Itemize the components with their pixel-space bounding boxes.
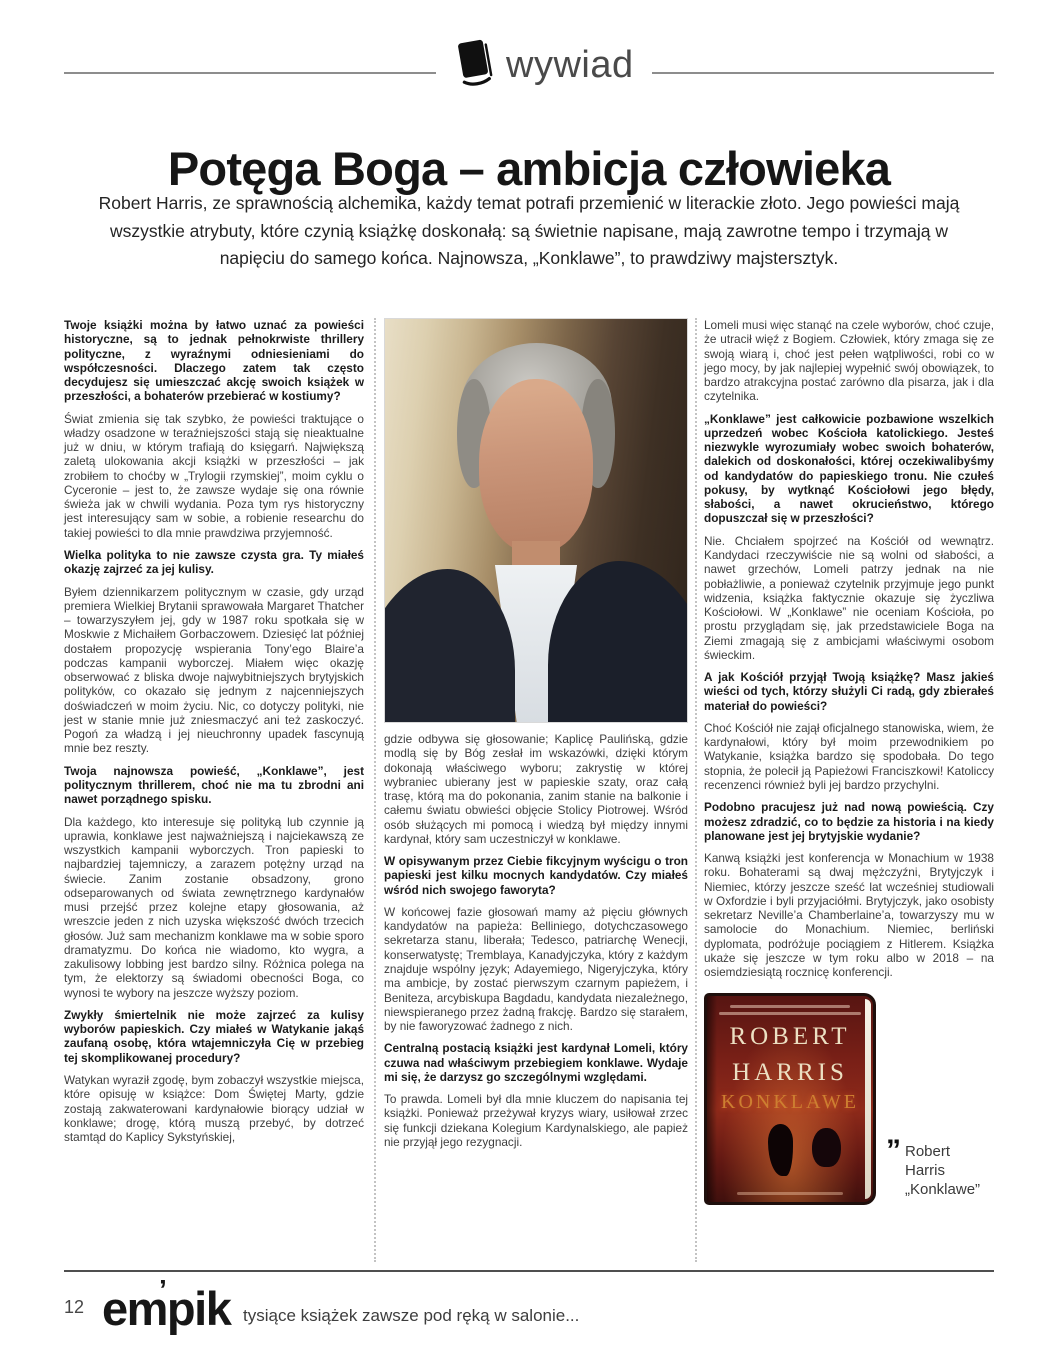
page-number: 12	[64, 1297, 85, 1317]
caption-author: Robert Harris	[905, 1143, 951, 1179]
section-label: wywiad	[506, 44, 634, 86]
question-paragraph: W opisywanym przez Ciebie fikcyjnym wyścigu o tron papieski jest kilku mocnych kandydatów. Czy miałeś wśród nich swojego faworyta?	[384, 854, 688, 897]
cover-title: KONKLAWE	[721, 1091, 859, 1114]
header-rule-right	[652, 72, 994, 74]
cover-author-line1: ROBERT	[729, 1023, 851, 1051]
answer-paragraph: Lomeli musi więc stanąć na czele wyborów, choć czuje, że utracił więź z Bogiem. Człowiek, który zmaga się ze swoją wiarą i, choć jest pełen wątpliwości, robi co w jego mocy, by jak najlepiej wypełnić swój obowiązek, to bardzo atrakcyjna postać zarówno dla pisarza, jak i dla czytelnika.	[704, 318, 994, 404]
photo-jacket-shape	[384, 569, 515, 723]
answer-paragraph: To prawda. Lomeli był dla mnie kluczem do napisania tej książki. Ponieważ przeżywał kryzys wiary, usiłował zrzec się funkcji dziekana Kolegium Kardynalskiego, ale papież nie przyjął jego rezygnacji.	[384, 1092, 688, 1149]
book-promo	[704, 993, 994, 1205]
answer-paragraph: Świat zmienia się tak szybko, że powieści traktujące o władzy osadzone w teraźniejszości stają się nieaktualne już w dniu, w którym trafiają do księgarń. Największą zaletą ulokowania akcji książki w przeszłości – jak zrobiłem to choćby w „Trylogii rzymskiej”, moim cyklu o Cyceronie – jest to, że zawsze wydaje się ona równie świeża jak w chwili wydania. Poza tym rys historyczny jest interesujący sam w sobie, a robienie researchu do takiej powieści to dla mnie prawdziwa przyjemność.	[64, 411, 364, 540]
article-column-2	[384, 318, 688, 1157]
article-column-1	[64, 318, 364, 1152]
article-column-3-text	[704, 318, 994, 979]
answer-paragraph: Choć Kościół nie zajął oficjalnego stanowiska, wiem, że kardynałowi, który był moim przewodnikiem po Watykanie, książka bardzo się spodobała. Do tego stopnia, że polecił ją Papieżowi Franciszkowi! Katoliccy recenzenci również byli jej bardzo przychylni.	[704, 720, 994, 792]
photo-face-shape	[479, 379, 594, 552]
question-paragraph: Twoje książki można by łatwo uznać za powieści historyczne, są to jednak pełnokrwiste thrillery polityczne, z wyraźnymi odniesieniami do współczesności. Dlaczego zatem tak często decydujesz się umieszczać akcję swoich książek w przeszłości, a bohaterów przebierać w kostiumy?	[64, 318, 364, 404]
header-rule-left	[64, 72, 436, 74]
cover-quote-line	[737, 1192, 843, 1195]
cover-blurb-line	[719, 1012, 862, 1015]
cover-cardinal-silhouette	[768, 1124, 793, 1176]
answer-paragraph: W końcowej fazie głosowań mamy aż pięciu głównych kandydatów na papieża: Belliniego, dotychczasowego sekretarza stanu, liberała; Tedesco, patriarchę Wenecji, konserwatystę; Tremblaya, Kanadyjczyka, który z każdym znajduje wspólny język; Adayemiego, Nigeryjczyka, który ma ambicje, by zostać pierwszym czarnym papieżem, i Beniteza, arcybiskupa Bagdadu, kandydata niezależnego, niewspieranego przez żadną frakcję. Bardzo się starałem, by nie faworyzować żadnego z nich.	[384, 904, 688, 1034]
author-photo	[384, 318, 688, 723]
book-icon	[449, 34, 501, 92]
answer-paragraph: Nie. Chciałem spojrzeć na Kościół od wewnątrz. Kandydaci rzeczywiście nie są wolni od słabości, a nawet grzechów, Lomeli patrzy jednak na nie pobłażliwie, a ponieważ czytelnik przyjmuje jego punkt widzenia, książka faktycznie okazuje się życzliwa Kościołowi. W „Konklawe” nie oceniam Kościoła, po prostu przyglądam się, jak przedstawiciele Boga na Ziemi zmagają się z ambicjami właściwymi osobom świeckim.	[704, 533, 994, 662]
question-paragraph: Twoja najnowsza powieść, „Konklawe”, jest politycznym thrillerem, choć nie ma tu zbrodni ani nawet porządnego spisku.	[64, 763, 364, 807]
footer-rule	[64, 1270, 994, 1272]
cover-blurb-line	[730, 1005, 850, 1008]
answer-paragraph: gdzie odbywa się głosowanie; Kaplicę Paulińską, gdzie modlą się by Bóg zesłał im wskazówki, dzięki którym dokonają właściwego wyboru; zakrystię w której wybraniec ubierany jest w papieskie szaty, oraz całą trasę, którą ma do pokonania, zanim stanie na balkonie i całemu światu obwieści objęcie Stolicy Piotrowej. Wśród osób służących mi pomocą i wiedzą był między innymi kardynał, który sam uczestniczył w konklawe.	[384, 732, 688, 846]
caption-title: „Konklawe”	[905, 1180, 981, 1198]
page-title: Potęga Boga – ambicja człowieka	[167, 142, 891, 196]
article-column-2-text	[384, 732, 688, 1149]
question-paragraph: Zwykły śmiertelnik nie może zajrzeć za kulisy wyborów papieskich. Czy miałeś w Watykanie jakąś zaufaną osobę, która wtajemniczyła Cię w przebieg tej skomplikowanej procedury?	[64, 1007, 364, 1065]
answer-paragraph: Byłem dziennikarzem politycznym w czasie, gdy urząd premiera Wielkiej Brytanii sprawowała Margaret Thatcher – towarzyszyłem jej, gdy w 1987 roku spotkała się w Moskwie z Michaiłem Gorbaczowem. Dziesięć lat później dostałem propozycję wspierania Tony’ego Blaire’a podczas kampanii wyborczej. Miałem więc okazję obserwować z bliska dwoje najwybitniejszych brytyjskich polityków, co okazało się jednym z najcenniejszych doświadczeń w moim życiu. Nic, co dotyczy polityki, nie jest w stanie mnie już zniesmaczyć ani też zaskoczyć. Pogoń za władzą i jej nieuchronny upadek fascynują mnie bez reszty.	[64, 584, 364, 756]
book-caption	[886, 1134, 994, 1199]
answer-paragraph: Watykan wyraził zgodę, bym zobaczył wszystkie miejsca, które opisuję w książce: Dom Świętej Marty, gdzie zostają zakwaterowani kardynałowie biorący udział w konklawe; drogę, którą muszą przebyć, by dotrzeć stamtąd do Kaplicy Sykstyńskiej,	[64, 1073, 364, 1145]
question-paragraph: Wielka polityka to nie zawsze czysta gra. Ty miałeś okazję zajrzeć za jej kulisy.	[64, 547, 364, 577]
footer-slogan: tysiące książek zawsze pod ręką w salonie...	[243, 1306, 580, 1325]
book-cover	[704, 993, 876, 1205]
cover-cardinal-silhouette	[812, 1128, 842, 1167]
question-paragraph: Podobno pracujesz już nad nową powieścią. Czy możesz zdradzić, co to będzie za historia i na kiedy planowane jest jej brytyjskie wydanie?	[704, 800, 994, 843]
question-paragraph: „Konklawe” jest całkowicie pozbawione wszelkich uprzedzeń wobec Kościoła katolickiego. Jesteś niezwykle wyrozumiały wobec swoich bohaterów, dalekich od doskonałości, której oczekiwalibyśmy od kandydatów do papieskiego tronu. Nie czułeś pokusy, by wytknąć Kościołowi jego błędy, słabości, a nawet okrucieństwo, którego dopuszczał się w przeszłości?	[704, 411, 994, 526]
answer-paragraph: Kanwą książki jest konferencja w Monachium w 1938 roku. Bohaterami są dwaj mężczyźni, Brytyjczyk i Niemiec, którzy jeszcze sześć lat wcześniej studiowali w Oxfordzie i byli przyjaciółmi. Brytyjczyk, jako osobisty sekretarz Neville’a Chamberlaine’a, towarzyszy mu w samolocie do Monachium. Niemiec, berliński dyplomata, podróżuje pociągiem z Hitlerem. Książka ukaże się jeszcze w tym roku albo w 2018 – na osiemdziesiątą rocznicę konferencji.	[704, 851, 994, 980]
question-paragraph: A jak Kościół przyjął Twoją książkę? Masz jakieś wieści od tych, którzy służyli Ci radą, gdy zbierałeś materiał do powieści?	[704, 670, 994, 713]
quote-icon: ”	[886, 1134, 901, 1168]
column-divider	[695, 318, 697, 1262]
article-lead: Robert Harris, ze sprawnością alchemika, każdy temat potrafi przemienić w literackie złoto. Jego powieści mają wszystkie atrybuty, które czynią książkę doskonałą: są świetnie napisane, mają zawrotne tempo i trzymają w napięciu do samego końca. Najnowsza, „Konklawe”, to prawdziwy majstersztyk.	[98, 193, 960, 269]
column-divider	[374, 318, 376, 1262]
cover-author-line2: HARRIS	[732, 1058, 848, 1086]
article-column-3	[704, 318, 994, 1205]
question-paragraph: Centralną postacią książki jest kardynał Lomeli, który czuwa nad właściwym przebiegiem konklawe. Wydaje mi się, że darzysz go szczególnymi względami.	[384, 1041, 688, 1084]
answer-paragraph: Dla każdego, kto interesuje się polityką lub czynnie ją uprawia, konklawe jest najważniejszą i najciekawszą ze wszystkich kampanii wyborczych. Tron papieski to najbardziej tajemniczy, a zarazem potężny urząd na świecie. Zanim zostanie obsadzony, grono odseparowanych od świata zewnętrznego kardynałów musi przejść przez kolejne etapy głosowania, aż wreszcie jeden z nich uzyska większość dwóch trzecich głosów. Już sam mechanizm konklawe ma w sobie sporo dramatyzmu. Do końca nie wiadomo, kto wygra, a zakulisowy lobbing jest bardzo silny. Różnica polega na tym, że elektorzy są świadomi obecności Boga, co wynosi te wybory na jeszcze wyższy poziom.	[64, 814, 364, 1000]
empik-logo: empik ’	[102, 1281, 230, 1336]
